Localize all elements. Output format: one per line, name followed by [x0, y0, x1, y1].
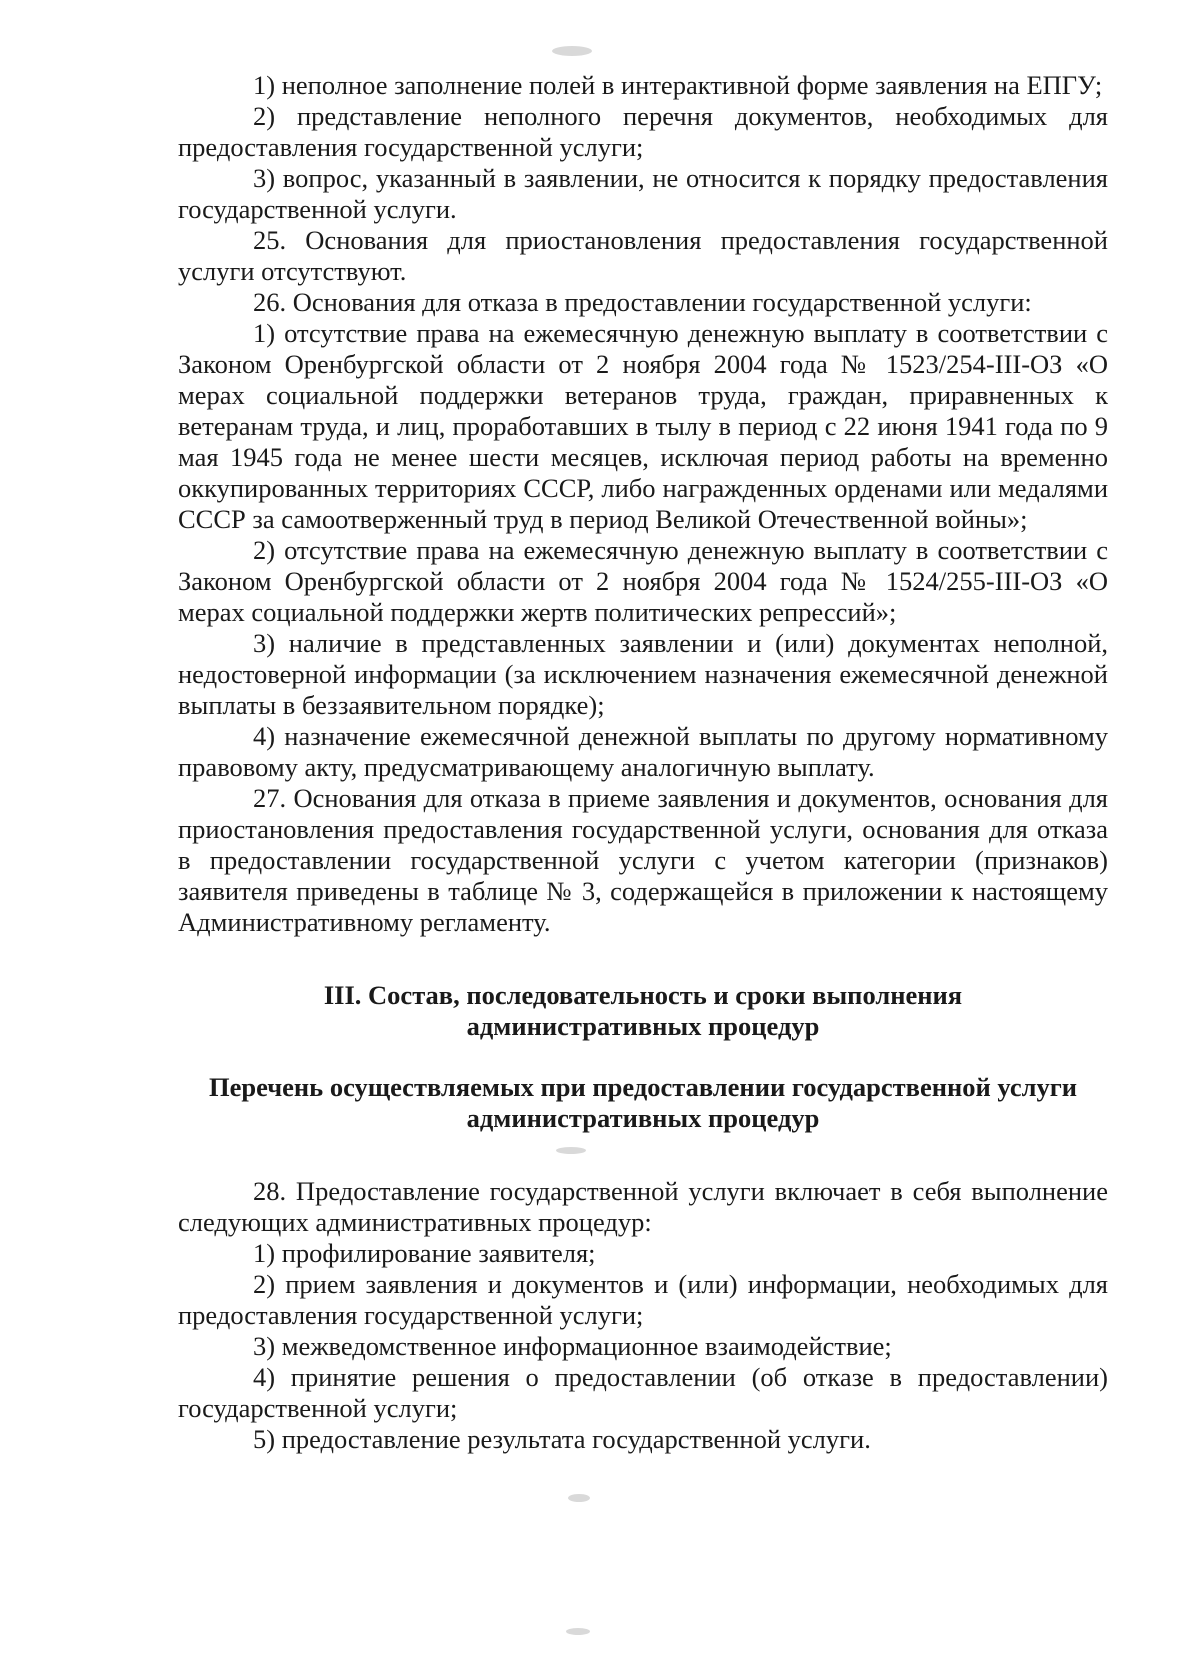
clause-27: 27. Основания для отказа в приеме заявления и документов, основания для приостановления предоставления государственной услуги, основания для отказа в предоставлении государственной услуги с учетом категории (признаков) заявителя приведены в таблице № 3, содержащейся в приложении к настоящему Административному регламенту. [178, 783, 1108, 937]
list-item: 3) наличие в представленных заявлении и (или) документах неполной, недостоверной информации (за исключением назначения ежемесячной денежной выплаты в беззаявительном порядке); [178, 628, 1108, 720]
section-title-line1: III. Состав, последовательность и сроки выполнения [323, 980, 963, 1010]
list-item: 3) вопрос, указанный в заявлении, не относится к порядку предоставления государственной услуги. [178, 163, 1108, 224]
list-item: 1) профилирование заявителя; [253, 1238, 596, 1268]
list-item: 5) предоставление результата государственной услуги. [253, 1424, 871, 1454]
list-item: 1) отсутствие права на ежемесячную денежную выплату в соответствии с Законом Оренбургской области от 2 ноября 2004 года № 1523/254-III-ОЗ «О мерах социальной поддержки ветеранов труда, граждан, приравненных к ветеранам труда, и лиц, проработавших в тылу в период с 22 июня 1941 года по 9 мая 1945 года не менее шести месяцев, исключая период работы на временно оккупированных территориях СССР, либо награжденных орденами или медалями СССР за самоотверженный труд в период Великой Отечественной войны»; [178, 318, 1108, 534]
clause-28-intro: 28. Предоставление государственной услуги включает в себя выполнение следующих административных процедур: [178, 1176, 1108, 1237]
section-title [178, 980, 1108, 1042]
list-item: 3) межведомственное информационное взаимодействие; [253, 1331, 892, 1361]
list-item: 2) прием заявления и документов и (или) информации, необходимых для предоставления государственной услуги; [178, 1269, 1108, 1330]
list-item: 2) отсутствие права на ежемесячную денежную выплату в соответствии с Законом Оренбургской области от 2 ноября 2004 года № 1524/255-III-ОЗ «О мерах социальной поддержки жертв политических репрессий»; [178, 535, 1108, 627]
list-item: 4) назначение ежемесячной денежной выплаты по другому нормативному правовому акту, предусматривающему аналогичную выплату. [178, 721, 1108, 782]
document-page [178, 70, 1108, 1455]
subsection-title-line1: Перечень осуществляемых при предоставлении государственной услуги [208, 1072, 1078, 1102]
subsection-title-line2: административных процедур [466, 1103, 820, 1133]
subsection-title [178, 1072, 1108, 1134]
section-title-line2: административных процедур [466, 1011, 820, 1041]
list-item: 2) представление неполного перечня документов, необходимых для предоставления государственной услуги; [178, 101, 1108, 162]
clause-25: 25. Основания для приостановления предоставления государственной услуги отсутствуют. [178, 225, 1108, 286]
list-item: 1) неполное заполнение полей в интерактивной форме заявления на ЕПГУ; [253, 70, 1103, 100]
list-item: 4) принятие решения о предоставлении (об отказе в предоставлении) государственной услуги; [178, 1362, 1108, 1423]
clause-26-intro: 26. Основания для отказа в предоставлении государственной услуги: [253, 287, 1032, 317]
